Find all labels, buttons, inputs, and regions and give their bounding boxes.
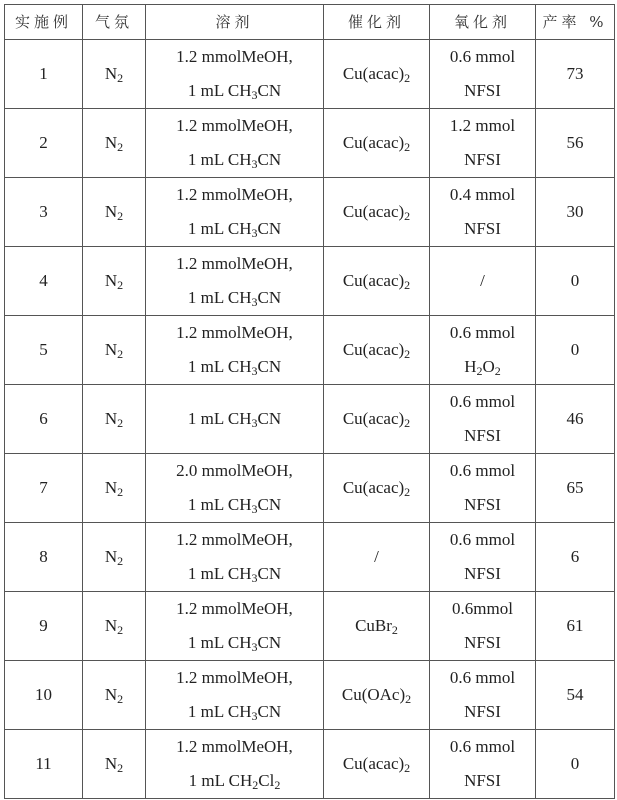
cell-oxidant	[430, 730, 536, 799]
cell-catalyst: $Cu(acac)_2$	[324, 109, 430, 178]
cell-example: 7	[5, 454, 83, 523]
header-atmosphere: 气氛	[83, 5, 146, 40]
cell-catalyst: $Cu(acac)_2$	[324, 178, 430, 247]
cell-oxidant	[430, 592, 536, 661]
cell-solvent-line: 1 mL $CH_3CN$	[187, 81, 282, 102]
header-example: 实施例	[5, 5, 83, 40]
cell-oxidant-line: 0.6 mmol	[449, 737, 516, 756]
cell-atmosphere: $N_2$	[83, 661, 146, 730]
table-row	[5, 109, 615, 178]
cell-solvent	[146, 247, 324, 316]
cell-oxidant-line: 0.6 mmol	[449, 530, 516, 549]
table-row	[5, 247, 615, 316]
cell-oxidant-line: NFSI	[464, 771, 501, 790]
cell-oxidant-line: 0.6mmol	[452, 599, 513, 618]
cell-yield: 54	[536, 661, 615, 730]
cell-solvent-line: 1 mL $CH_3CN$	[187, 633, 282, 654]
cell-oxidant	[430, 523, 536, 592]
cell-solvent-line: 1.2 mmolMeOH,	[176, 668, 293, 687]
cell-solvent-line: 1.2 mmolMeOH,	[176, 47, 293, 66]
cell-solvent-line: 2.0 mmolMeOH,	[176, 461, 293, 480]
cell-oxidant-line: NFSI	[464, 564, 501, 583]
table-row	[5, 178, 615, 247]
cell-solvent-line: 1.2 mmolMeOH,	[176, 737, 293, 756]
table-row	[5, 454, 615, 523]
cell-atmosphere: $N_2$	[83, 385, 146, 454]
cell-yield: 6	[536, 523, 615, 592]
table-row	[5, 661, 615, 730]
cell-yield: 65	[536, 454, 615, 523]
cell-solvent-line: 1.2 mmolMeOH,	[176, 599, 293, 618]
cell-atmosphere: $N_2$	[83, 247, 146, 316]
cell-solvent	[146, 178, 324, 247]
cell-example: 11	[5, 730, 83, 799]
cell-oxidant	[430, 385, 536, 454]
cell-solvent	[146, 316, 324, 385]
cell-example: 4	[5, 247, 83, 316]
cell-atmosphere: $N_2$	[83, 523, 146, 592]
cell-yield: 0	[536, 316, 615, 385]
cell-solvent-line: 1.2 mmolMeOH,	[176, 254, 293, 273]
cell-oxidant-line: 0.6 mmol	[449, 323, 516, 342]
cell-catalyst: $Cu(acac)_2$	[324, 385, 430, 454]
cell-catalyst: $Cu(acac)_2$	[324, 316, 430, 385]
cell-solvent-line: 1 mL $CH_3CN$	[187, 409, 282, 430]
cell-oxidant-line: NFSI	[464, 426, 501, 445]
cell-oxidant-line: 0.6 mmol	[449, 47, 516, 66]
cell-example: 3	[5, 178, 83, 247]
cell-catalyst: $Cu(acac)_2$	[324, 40, 430, 109]
cell-atmosphere: $N_2$	[83, 454, 146, 523]
cell-oxidant	[430, 109, 536, 178]
table-body	[5, 40, 615, 799]
cell-oxidant	[430, 454, 536, 523]
cell-solvent-line: 1.2 mmolMeOH,	[176, 185, 293, 204]
cell-yield: 30	[536, 178, 615, 247]
cell-yield: 61	[536, 592, 615, 661]
cell-oxidant	[430, 178, 536, 247]
cell-solvent-line: 1 mL $CH_2Cl_2$	[188, 771, 281, 792]
cell-oxidant-line: 0.6 mmol	[449, 668, 516, 687]
cell-example: 10	[5, 661, 83, 730]
cell-oxidant-line: /	[480, 271, 485, 290]
cell-oxidant-line: 0.4 mmol	[449, 185, 516, 204]
cell-solvent-line: 1 mL $CH_3CN$	[187, 219, 282, 240]
table-row	[5, 523, 615, 592]
cell-solvent	[146, 109, 324, 178]
cell-solvent	[146, 661, 324, 730]
table-row	[5, 385, 615, 454]
cell-oxidant	[430, 40, 536, 109]
cell-yield: 73	[536, 40, 615, 109]
cell-atmosphere: $N_2$	[83, 316, 146, 385]
cell-atmosphere: $N_2$	[83, 40, 146, 109]
cell-solvent-line: 1 mL $CH_3CN$	[187, 288, 282, 309]
header-catalyst: 催化剂	[324, 5, 430, 40]
cell-solvent-line: 1.2 mmolMeOH,	[176, 530, 293, 549]
cell-solvent	[146, 592, 324, 661]
cell-solvent-line: 1 mL $CH_3CN$	[187, 357, 282, 378]
cell-solvent	[146, 730, 324, 799]
cell-oxidant-line: NFSI	[464, 702, 501, 721]
cell-yield: 0	[536, 247, 615, 316]
cell-oxidant-line: 1.2 mmol	[449, 116, 516, 135]
cell-yield: 0	[536, 730, 615, 799]
cell-solvent-line: 1.2 mmolMeOH,	[176, 323, 293, 342]
table-row	[5, 40, 615, 109]
cell-oxidant-line: NFSI	[464, 219, 501, 238]
cell-solvent	[146, 385, 324, 454]
cell-oxidant-line: NFSI	[464, 150, 501, 169]
cell-example: 2	[5, 109, 83, 178]
cell-oxidant-line: $H_2O_2$	[464, 357, 501, 378]
cell-example: 1	[5, 40, 83, 109]
cell-oxidant	[430, 661, 536, 730]
cell-oxidant-line: 0.6 mmol	[449, 461, 516, 480]
cell-oxidant-line: NFSI	[464, 81, 501, 100]
cell-example: 5	[5, 316, 83, 385]
cell-yield: 56	[536, 109, 615, 178]
cell-catalyst: CuBr$_2$	[324, 592, 430, 661]
cell-oxidant-line: NFSI	[464, 633, 501, 652]
cell-catalyst: $Cu(OAc)_2$	[324, 661, 430, 730]
header-row	[5, 5, 615, 40]
cell-catalyst: /	[324, 523, 430, 592]
cell-solvent	[146, 523, 324, 592]
header-oxidant: 氧化剂	[430, 5, 536, 40]
header-yield: 产率 %	[536, 5, 615, 40]
cell-example: 6	[5, 385, 83, 454]
cell-oxidant-line: 0.6 mmol	[449, 392, 516, 411]
cell-catalyst: $Cu(acac)_2$	[324, 247, 430, 316]
table-row	[5, 592, 615, 661]
cell-solvent-line: 1 mL $CH_3CN$	[187, 564, 282, 585]
cell-atmosphere: $N_2$	[83, 730, 146, 799]
reaction-conditions-table	[4, 4, 615, 799]
cell-solvent	[146, 454, 324, 523]
cell-example: 9	[5, 592, 83, 661]
cell-solvent-line: 1.2 mmolMeOH,	[176, 116, 293, 135]
cell-catalyst: $Cu(acac)_2$	[324, 730, 430, 799]
header-solvent: 溶剂	[146, 5, 324, 40]
cell-catalyst: $Cu(acac)_2$	[324, 454, 430, 523]
cell-solvent-line: 1 mL $CH_3CN$	[187, 495, 282, 516]
cell-oxidant	[430, 247, 536, 316]
cell-solvent-line: 1 mL $CH_3CN$	[187, 150, 282, 171]
cell-yield: 46	[536, 385, 615, 454]
table-row	[5, 730, 615, 799]
cell-atmosphere: $N_2$	[83, 592, 146, 661]
cell-atmosphere: $N_2$	[83, 109, 146, 178]
cell-atmosphere: $N_2$	[83, 178, 146, 247]
cell-oxidant-line: NFSI	[464, 495, 501, 514]
table-row	[5, 316, 615, 385]
cell-example: 8	[5, 523, 83, 592]
cell-solvent	[146, 40, 324, 109]
cell-oxidant	[430, 316, 536, 385]
cell-solvent-line: 1 mL $CH_3CN$	[187, 702, 282, 723]
